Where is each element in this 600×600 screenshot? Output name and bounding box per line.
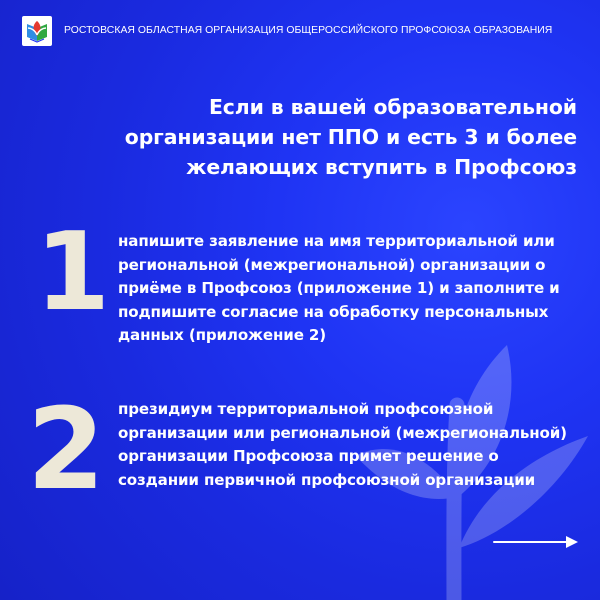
organization-name: РОСТОВСКАЯ ОБЛАСТНАЯ ОРГАНИЗАЦИЯ ОБЩЕРОССИЙСКОГО ПРОФСОЮЗА ОБРАЗОВАНИЯ (64, 24, 553, 36)
step-1-number: 1 (35, 210, 103, 335)
step-2-text: президиум территориальной профсоюзной организации или региональной (межрегиональной) организации Профсоюза примет решение о создании первичной профсоюзной организации (118, 400, 567, 489)
trade-union-logo-icon (22, 16, 52, 46)
right-arrow-icon[interactable] (493, 532, 579, 552)
step-2-number: 2 (27, 385, 99, 515)
step-1-text: напишите заявление на имя территориальной или региональной (межрегиональной) организации о приёме в Профсоюз (приложение 1) и заполните и подпишите согласие на обработку персональных данных (приложение 2) (118, 232, 560, 345)
page-title: Если в вашей образовательной организации нет ППО и есть 3 и более желающих вступить в Профсоюз (124, 95, 577, 179)
page-header (22, 16, 582, 46)
